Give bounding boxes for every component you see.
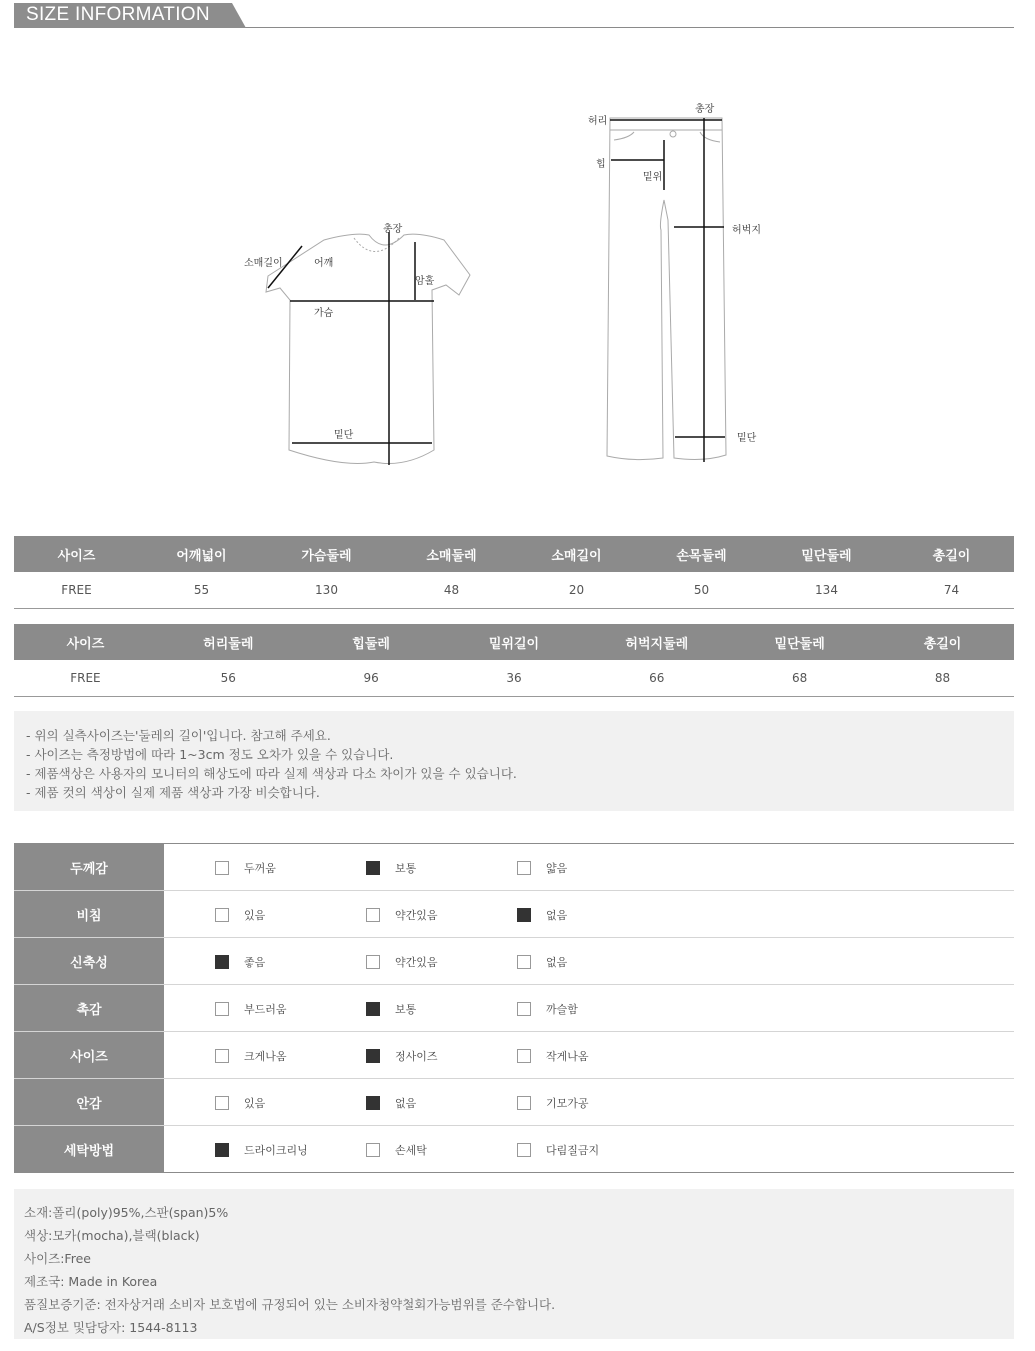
- option-label: 두꺼움: [244, 862, 276, 875]
- property-option: [366, 907, 438, 923]
- label-bottom-hem: 밑단: [737, 433, 757, 444]
- product-info: [14, 1189, 1014, 1339]
- label-thigh: 허벅지: [732, 225, 761, 236]
- property-option: [517, 1095, 589, 1111]
- checkbox-checked-icon: [366, 1096, 380, 1110]
- option-label: 없음: [546, 956, 568, 969]
- table-header-row: [14, 536, 1014, 572]
- option-label: 정사이즈: [395, 1050, 438, 1063]
- garment-illustrations: [14, 60, 1014, 490]
- info-line: A/S정보 및담당자: 1544-8113: [24, 1320, 198, 1335]
- info-line: 품질보증기준: 전자상거래 소비자 보호법에 규정되어 있는 소비자청약철회가능범위를 준수합니다.: [24, 1297, 556, 1312]
- table-cell: 74: [889, 572, 1014, 608]
- option-label: 크게나옴: [244, 1050, 287, 1063]
- table-header-row: [14, 624, 1014, 660]
- option-label: 얇음: [546, 862, 568, 875]
- property-option: [517, 907, 567, 923]
- checkbox-icon: [517, 1002, 531, 1016]
- property-label: 비침: [14, 891, 164, 937]
- property-option: [366, 1048, 438, 1064]
- table-cell: 55: [139, 572, 264, 608]
- label-chest: 가슴: [314, 308, 334, 319]
- option-label: 까슬함: [546, 1003, 578, 1016]
- checkbox-checked-icon: [366, 861, 380, 875]
- property-row-sheerness: [14, 891, 1014, 938]
- property-row-thickness: [14, 844, 1014, 891]
- property-label: 세탁방법: [14, 1126, 164, 1172]
- property-option: [215, 954, 265, 970]
- table-header-cell: 가슴둘레: [264, 536, 389, 572]
- section-title: SIZE INFORMATION: [26, 4, 210, 25]
- checkbox-icon: [215, 1002, 229, 1016]
- property-label: 사이즈: [14, 1032, 164, 1078]
- checkbox-icon: [366, 908, 380, 922]
- option-label: 있음: [244, 909, 266, 922]
- property-label: 촉감: [14, 985, 164, 1031]
- label-armhole: 암홀: [415, 276, 435, 287]
- property-option: [215, 1095, 265, 1111]
- size-table-top: [14, 536, 1014, 609]
- measurement-notes: [14, 711, 1014, 811]
- checkbox-icon: [366, 1143, 380, 1157]
- table-cell: 36: [443, 660, 586, 696]
- checkbox-checked-icon: [215, 1143, 229, 1157]
- label-top-hem: 밑단: [334, 430, 354, 441]
- label-top-total-length: 총장: [383, 224, 403, 235]
- table-header-cell: 사이즈: [14, 536, 139, 572]
- bottom-illustration: [607, 118, 726, 460]
- property-label: 안감: [14, 1079, 164, 1125]
- checkbox-icon: [215, 861, 229, 875]
- table-header-cell: 허벅지둘레: [585, 624, 728, 660]
- label-rise: 밑위: [643, 172, 663, 183]
- property-option: [215, 1048, 287, 1064]
- table-header-cell: 소매길이: [514, 536, 639, 572]
- checkbox-icon: [517, 1096, 531, 1110]
- table-cell: FREE: [14, 660, 157, 696]
- note-line: - 제품색상은 사용자의 모니터의 해상도에 따라 실제 색상과 다소 차이가 있을 수 있습니다.: [26, 766, 517, 781]
- label-shoulder: 어깨: [314, 258, 334, 269]
- checkbox-checked-icon: [366, 1049, 380, 1063]
- label-sleeve-length: 소매길이: [244, 258, 283, 269]
- property-option: [366, 1001, 416, 1017]
- top-illustration: [266, 234, 470, 463]
- table-cell: FREE: [14, 572, 139, 608]
- option-label: 약간있음: [395, 956, 438, 969]
- checkbox-icon: [517, 861, 531, 875]
- table-header-cell: 밑위길이: [443, 624, 586, 660]
- info-line: 색상:모카(mocha),블랙(black): [24, 1228, 200, 1243]
- property-option: [517, 1001, 578, 1017]
- table-row: [14, 660, 1014, 696]
- property-row-lining: [14, 1079, 1014, 1126]
- option-label: 다림질금지: [546, 1144, 600, 1157]
- table-header-cell: 밑단둘레: [728, 624, 871, 660]
- table-header-cell: 어깨넓이: [139, 536, 264, 572]
- property-option: [517, 954, 567, 970]
- table-cell: 134: [764, 572, 889, 608]
- info-line: 소재:폴리(poly)95%,스판(span)5%: [24, 1205, 229, 1220]
- size-table-bottom: [14, 624, 1014, 697]
- checkbox-icon: [366, 955, 380, 969]
- property-row-fit: [14, 1032, 1014, 1079]
- checkbox-icon: [215, 1049, 229, 1063]
- table-header-cell: 허리둘레: [157, 624, 300, 660]
- info-line: 제조국: Made in Korea: [24, 1274, 158, 1289]
- option-label: 드라이크리닝: [244, 1144, 308, 1157]
- option-label: 기모가공: [546, 1097, 589, 1110]
- table-header-cell: 총길이: [871, 624, 1014, 660]
- option-label: 부드러움: [244, 1003, 287, 1016]
- table-cell: 50: [639, 572, 764, 608]
- table-header-cell: 사이즈: [14, 624, 157, 660]
- table-cell: 88: [871, 660, 1014, 696]
- property-row-washing: [14, 1126, 1014, 1173]
- checkbox-checked-icon: [517, 908, 531, 922]
- property-option: [215, 1001, 287, 1017]
- property-option: [366, 1095, 416, 1111]
- option-label: 손세탁: [395, 1144, 427, 1157]
- label-hip: 힙: [596, 159, 606, 170]
- info-line: 사이즈:Free: [24, 1251, 91, 1266]
- checkbox-icon: [517, 1049, 531, 1063]
- checkbox-icon: [215, 1096, 229, 1110]
- table-header-cell: 힙둘레: [300, 624, 443, 660]
- property-option: [215, 860, 276, 876]
- label-bottom-total-length: 총장: [695, 104, 715, 115]
- label-waist: 허리: [588, 116, 608, 127]
- property-option: [517, 1048, 589, 1064]
- table-cell: 48: [389, 572, 514, 608]
- bottom-measure-lines: [610, 118, 725, 462]
- table-header-cell: 밑단둘레: [764, 536, 889, 572]
- table-cell: 96: [300, 660, 443, 696]
- option-label: 보통: [395, 862, 417, 875]
- table-cell: 20: [514, 572, 639, 608]
- table-cell: 66: [585, 660, 728, 696]
- table-cell: 130: [264, 572, 389, 608]
- table-header-cell: 손목둘레: [639, 536, 764, 572]
- size-diagram: [14, 60, 1014, 490]
- checkbox-icon: [215, 908, 229, 922]
- note-line: - 사이즈는 측정방법에 따라 1~3cm 정도 오차가 있을 수 있습니다.: [26, 747, 394, 762]
- table-cell: 56: [157, 660, 300, 696]
- property-row-stretch: [14, 938, 1014, 985]
- table-header-cell: 총길이: [889, 536, 1014, 572]
- option-label: 작게나옴: [546, 1050, 589, 1063]
- option-label: 없음: [395, 1097, 417, 1110]
- checkbox-icon: [517, 1143, 531, 1157]
- note-line: - 제품 컷의 색상이 실제 제품 색상과 가장 비슷합니다.: [26, 785, 320, 800]
- option-label: 보통: [395, 1003, 417, 1016]
- property-label: 두께감: [14, 844, 164, 890]
- property-option: [517, 1142, 599, 1158]
- property-option: [366, 1142, 427, 1158]
- property-option: [215, 907, 265, 923]
- checkbox-checked-icon: [215, 955, 229, 969]
- note-line: - 위의 실측사이즈는'둘레의 길이'입니다. 참고해 주세요.: [26, 728, 331, 743]
- property-option: [215, 1142, 308, 1158]
- property-label: 신축성: [14, 938, 164, 984]
- option-label: 있음: [244, 1097, 266, 1110]
- table-row: [14, 572, 1014, 608]
- checkbox-icon: [517, 955, 531, 969]
- fabric-properties: [14, 843, 1014, 1173]
- checkbox-checked-icon: [366, 1002, 380, 1016]
- property-option: [366, 860, 416, 876]
- option-label: 약간있음: [395, 909, 438, 922]
- table-header-cell: 소매둘레: [389, 536, 514, 572]
- property-option: [517, 860, 567, 876]
- option-label: 없음: [546, 909, 568, 922]
- property-row-texture: [14, 985, 1014, 1032]
- section-header: [14, 0, 1014, 30]
- table-cell: 68: [728, 660, 871, 696]
- option-label: 좋음: [244, 956, 266, 969]
- property-option: [366, 954, 438, 970]
